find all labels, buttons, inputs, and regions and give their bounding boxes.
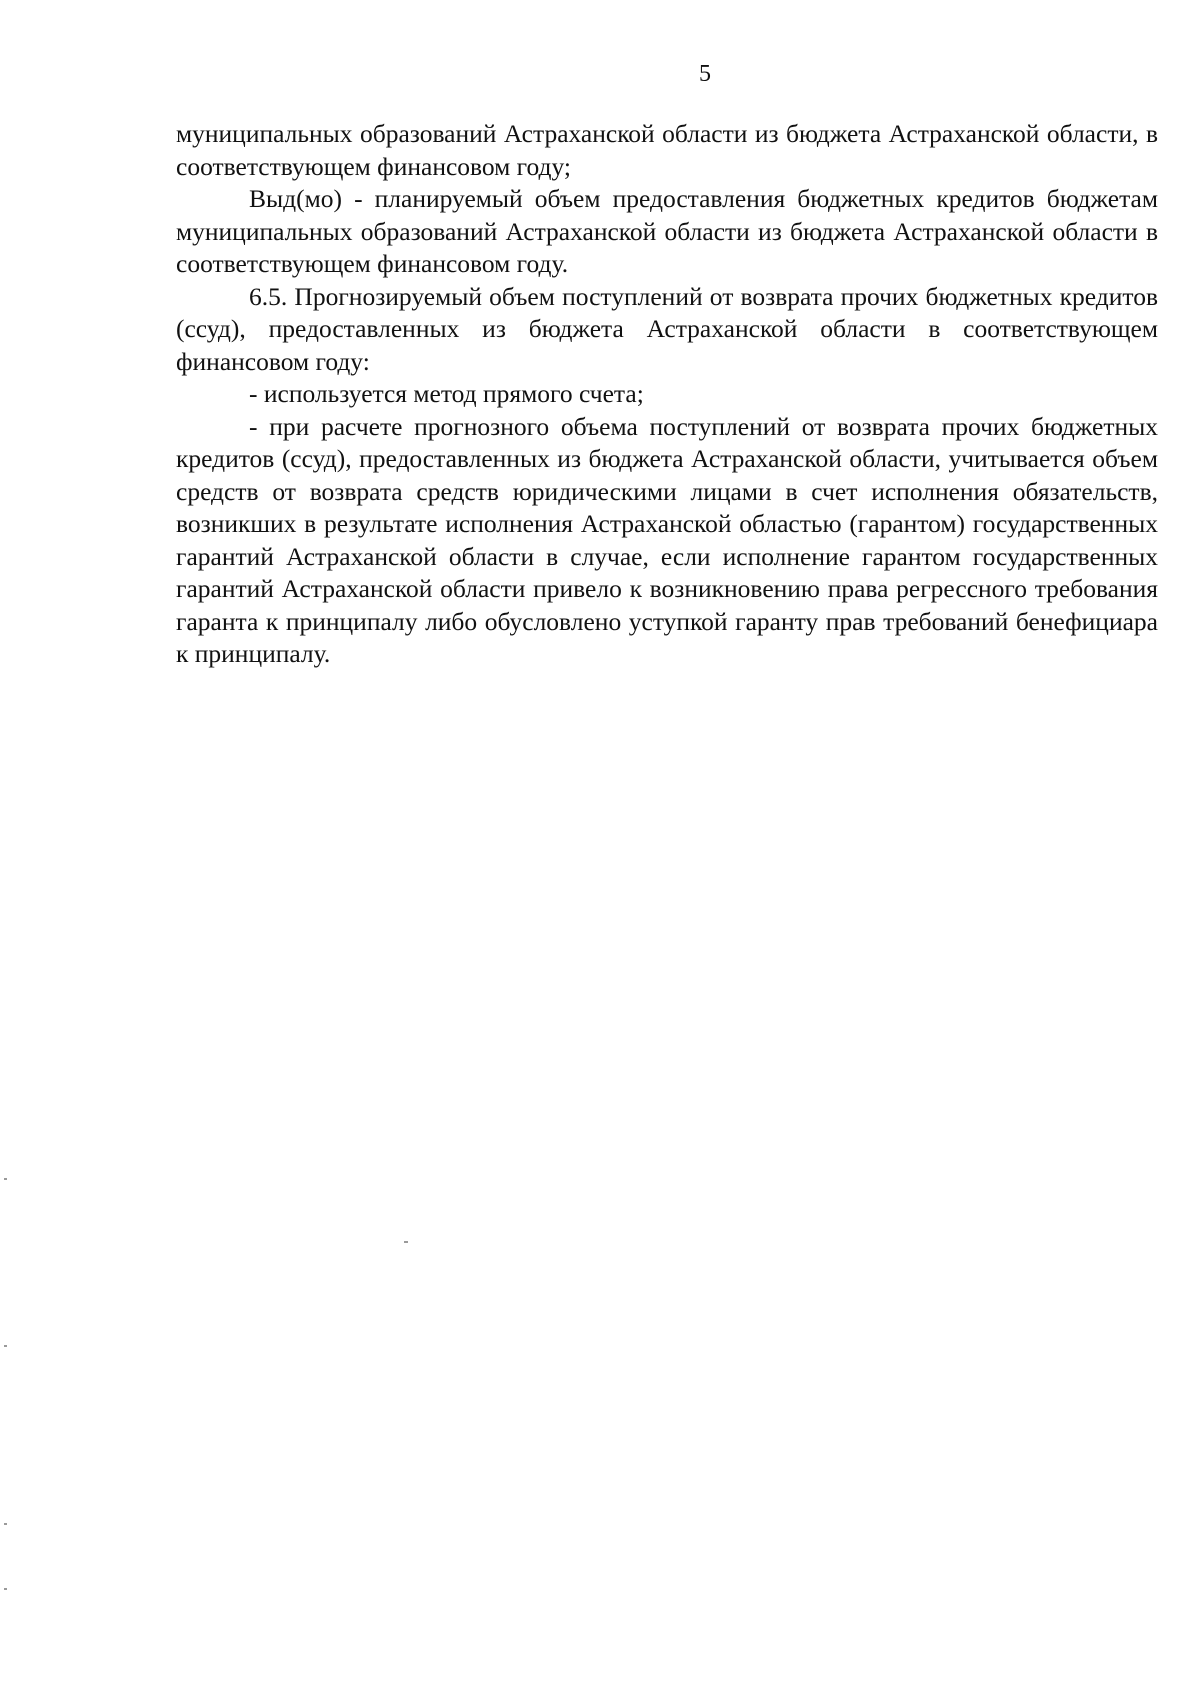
paragraph-continuation: муниципальных образований Астраханской области из бюджета Астраханской области, в соответствующем финансовом году; [176, 119, 1158, 181]
scan-artifact [4, 1588, 7, 1590]
list-item-calculation-rule: - при расчете прогнозного объема поступлений от возврата прочих бюджетных кредитов (ссуд), предоставленных из бюджета Астраханской области, учитывается объем средств от возврата средств юридическими лицами в счет исполнения обязательств, возникших в результате исполнения Астраханской областью (гарантом) государственных гарантий Астраханской области в случае, если исполнение гарантом государственных гарантий Астраханской области привело к возникновению права регрессного требования гаранта к принципалу либо обусловлено уступкой гаранту прав требований бенефициара к принципалу. [176, 411, 1158, 668]
list-item-direct-count-method: - используется метод прямого счета; [249, 379, 644, 408]
paragraph-definition-vyd-mo: Выд(мо) - планируемый объем предоставления бюджетных кредитов бюджетам муниципальных образований Астраханской области из бюджета Астраханской области в соответствующем финансовом году. [176, 184, 1158, 278]
paragraph-section-6-5: 6.5. Прогнозируемый объем поступлений от возврата прочих бюджетных кредитов (ссуд), предоставленных из бюджета Астраханской области в соответствующем финансовом году: [176, 281, 1158, 376]
page-number-text: 5 [699, 61, 711, 87]
scan-artifact [4, 1345, 7, 1347]
document-body [176, 118, 1158, 671]
scan-artifact [4, 1523, 7, 1525]
scan-artifact [404, 1241, 408, 1243]
page-number [0, 62, 1200, 86]
scan-artifact [4, 1178, 7, 1180]
